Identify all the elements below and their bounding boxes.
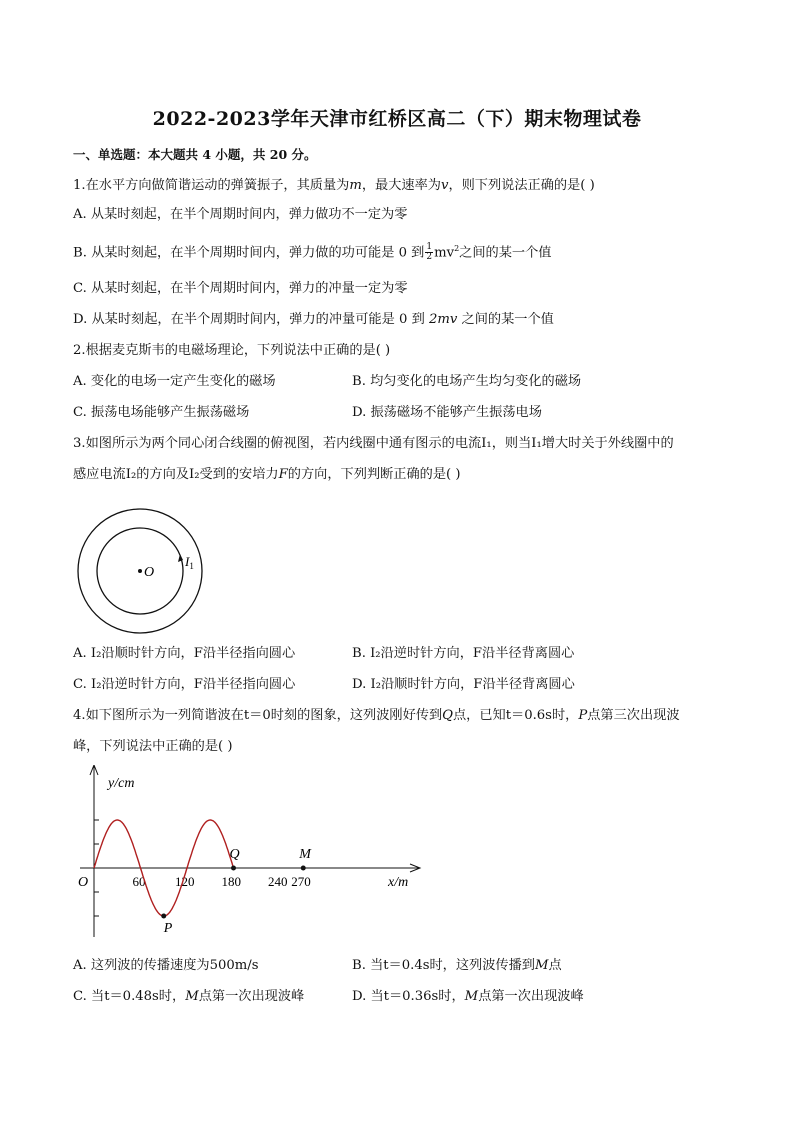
q4-option-a: A. 这列波的传播速度为500m/s bbox=[73, 958, 259, 973]
q1-option-d: D. 从某时刻起，在半个周期时间内，弹力的冲量可能是 0 到 2mv 之间的某一个值 bbox=[73, 312, 554, 327]
q1-option-a: A. 从某时刻起，在半个周期时间内，弹力做功不一定为零 bbox=[73, 207, 408, 222]
q3-option-a: A. I₂沿顺时针方向，F沿半径指向圆心 bbox=[73, 646, 296, 661]
wave-points bbox=[161, 847, 312, 936]
q1-option-b: B. 从某时刻起，在半个周期时间内，弹力做的功可能是 0 到 $\frac{1}{2}$ $mv^2$之间的某一个值 bbox=[73, 242, 552, 263]
page-title: 2022-2023学年天津市红桥区高二（下）期末物理试卷 bbox=[152, 108, 642, 130]
q2-option-c: C. 振荡电场能够产生振荡磁场 bbox=[73, 405, 250, 420]
x-tick-label: 60 bbox=[132, 874, 146, 889]
point-M bbox=[301, 866, 306, 871]
q4-option-d: D. 当t＝0.36s时，M点第一次出现波峰 bbox=[352, 989, 584, 1004]
concentric-coils-figure bbox=[76, 508, 206, 638]
x-tick-label: 120 bbox=[175, 874, 195, 889]
x-tick-label: 270 bbox=[291, 874, 311, 889]
q4-option-c: C. 当t＝0.48s时，M点第一次出现波峰 bbox=[73, 989, 305, 1004]
q3-stem-line2: 感应电流I₂的方向及I₂受到的安培力F的方向，下列判断正确的是( ) bbox=[73, 467, 461, 482]
q4-option-b: B. 当t＝0.4s时，这列波传播到M点 bbox=[352, 958, 562, 973]
point-Q bbox=[231, 866, 236, 871]
q2-option-b: B. 均匀变化的电场产生均匀变化的磁场 bbox=[352, 374, 582, 389]
q3-option-d: D. I₂沿顺时针方向，F沿半径背离圆心 bbox=[352, 677, 575, 692]
x-tick-label: 240 bbox=[268, 874, 288, 889]
center-dot bbox=[138, 569, 142, 573]
q4-stem-line1: 4.如下图所示为一列简谐波在t＝0时刻的图象，这列波刚好传到Q点，已知t＝0.6s时，P点第三次出现波 bbox=[73, 708, 680, 723]
q1-option-c: C. 从某时刻起，在半个周期时间内，弹力的冲量一定为零 bbox=[73, 281, 408, 296]
origin-label: O bbox=[78, 875, 89, 890]
x-axis-label: x/m bbox=[388, 875, 409, 890]
x-ticks bbox=[133, 874, 311, 889]
y-axis-label: y/cm bbox=[108, 776, 135, 791]
point-label-M: M bbox=[299, 847, 311, 862]
q3-option-b: B. I₂沿逆时针方向，F沿半径背离圆心 bbox=[352, 646, 575, 661]
q2-option-d: D. 振荡磁场不能够产生振荡电场 bbox=[352, 405, 542, 420]
q3-stem-line1: 3.如图所示为两个同心闭合线圈的俯视图，若内线圈中通有图示的电流I₁，则当I₁增大时关于外线圈中的 bbox=[73, 436, 674, 451]
point-label-Q: Q bbox=[229, 847, 240, 862]
point-label-P: P bbox=[163, 921, 173, 936]
center-label: O bbox=[144, 565, 155, 580]
q1-stem: 1.在水平方向做简谐运动的弹簧振子，其质量为m，最大速率为v，则下列说法正确的是( ) bbox=[73, 178, 595, 193]
point-P bbox=[161, 914, 166, 919]
q2-option-a: A. 变化的电场一定产生变化的磁场 bbox=[73, 374, 276, 389]
q2-stem: 2.根据麦克斯韦的电磁场理论，下列说法中正确的是( ) bbox=[73, 343, 391, 358]
wave-graph bbox=[70, 765, 430, 945]
q3-option-c: C. I₂沿逆时针方向，F沿半径指向圆心 bbox=[73, 677, 296, 692]
x-tick-label: 180 bbox=[221, 874, 241, 889]
section-heading: 一、单选题：本大题共 4 小题，共 20 分。 bbox=[73, 147, 317, 162]
q4-stem-line2: 峰，下列说法中正确的是( ) bbox=[73, 739, 233, 754]
fraction: $\frac{1}{2}$ bbox=[426, 242, 433, 263]
current-label: $I_1$ bbox=[185, 554, 194, 571]
